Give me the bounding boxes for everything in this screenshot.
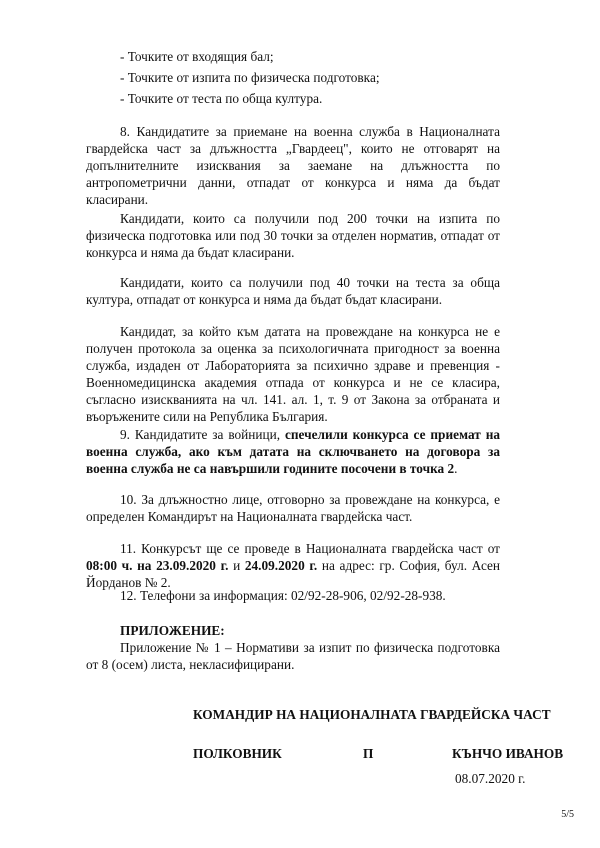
page-number: 5/5 — [561, 809, 574, 820]
paragraph-11-address: на адрес: гр. София, бул. Асен Йорданов № 2. — [86, 558, 501, 590]
paragraph-11-and: и — [228, 558, 245, 573]
paragraph-8: 8. Кандидатите за приемане на военна служба в Националната гвардейска част за длъжността „Гвардеец", които не отговарят на допълнителните изисквания за заемане на длъжността по антропометрични данни, отпадат от конкурса и няма да бъдат класирани. — [86, 124, 500, 207]
paragraph-10: 10. За длъжностно лице, отговорно за провеждане на конкурса, е определен Командирът на Националната гвардейска част. — [86, 492, 500, 524]
bullet-item: - Точките от входящия бал; — [120, 49, 274, 64]
paragraph-12: 12. Телефони за информация: 02/92-28-906, 02/92-28-938. — [120, 588, 446, 603]
paragraph-11-time: 08:00 ч. на 23.09.2020 г. — [86, 558, 229, 573]
paragraph-11-date: 24.09.2020 г. — [244, 558, 318, 573]
appendix-heading: ПРИЛОЖЕНИЕ: — [120, 623, 225, 638]
signature-name: КЪНЧО ИВАНОВ — [452, 746, 564, 761]
paragraph-9-bold: спечелили конкурса се приемат на военна служба, ако към датата на сключването на договора за военна служба не са навършили годините посочени в точка 2 — [86, 427, 501, 476]
bullet-item: - Точките от теста по обща култура. — [120, 91, 323, 106]
paragraph-9-text: 9. Кандидатите за войници, — [120, 427, 285, 442]
paragraph-psychological: Кандидат, за който към датата на провеждане на конкурса не е получен протокола за оценка за психологичната пригодност за военна служба, издаден от Лабораторията за психично здраве и превенция - Военномедицинска академия отпада от конкурса и не се класира, съгласно изискванията на чл. 141. ал. 1, т. 9 от Закона за отбраната и въоръжените сили на Република България. — [86, 324, 500, 424]
bullet-list — [86, 48, 500, 107]
signature-rank: ПОЛКОВНИК — [193, 746, 282, 761]
appendix-text: Приложение № 1 – Нормативи за изпит по физическа подготовка от 8 (осем) листа, некласифицирани. — [86, 640, 500, 672]
paragraph-physical-threshold: Кандидати, които са получили под 200 точки на изпита по физическа подготовка или под 30 точки за отделен норматив, отпадат от конкурса и няма да бъдат класирани. — [86, 211, 500, 260]
signature-date: 08.07.2020 г. — [455, 771, 526, 786]
paragraph-9-end: . — [454, 461, 458, 476]
paragraph-11-text: 11. Конкурсът ще се проведе в Националната гвардейска част от — [120, 541, 500, 556]
paragraph-9 — [86, 426, 500, 477]
paragraph-culture-threshold: Кандидати, които са получили под 40 точки на теста за обща култура, отпадат от конкурса и няма да бъдат бъдат класирани. — [86, 275, 500, 307]
paragraph-11 — [86, 540, 500, 591]
bullet-item: - Точките от изпита по физическа подготовка; — [120, 70, 380, 85]
signature-title: КОМАНДИР НА НАЦИОНАЛНАТА ГВАРДЕЙСКА ЧАСТ — [193, 707, 551, 722]
signature-mark: П — [363, 746, 374, 761]
